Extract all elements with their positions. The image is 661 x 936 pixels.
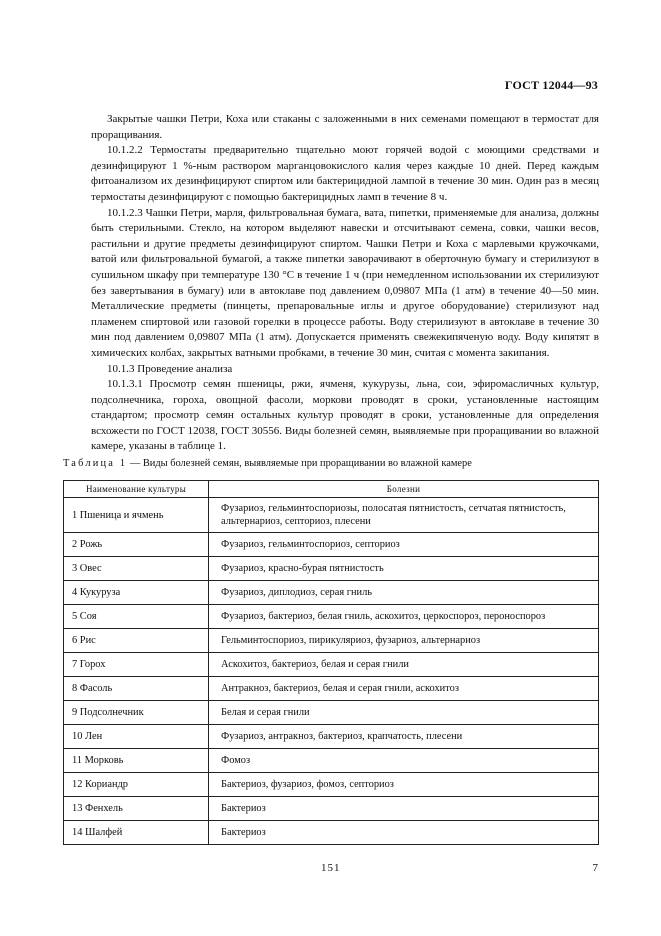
crop-name-cell: 5 Соя [64, 605, 209, 629]
body-text [91, 112, 599, 455]
table-row [64, 773, 599, 797]
column-header-diseases: Болезни [209, 481, 599, 498]
table-row [64, 821, 599, 845]
diseases-table [63, 480, 599, 845]
table-row [64, 629, 599, 653]
table-row [64, 749, 599, 773]
crop-name-cell: 4 Кукуруза [64, 581, 209, 605]
diseases-cell: Фузариоз, гельминтоспориозы, полосатая пятнистость, сетчатая пятнистость, альтернариоз, септориоз, плесени [209, 498, 599, 533]
table-row [64, 581, 599, 605]
diseases-cell: Фузариоз, бактериоз, белая гниль, аскохитоз, церкоспороз, пероноспороз [209, 605, 599, 629]
table-row [64, 653, 599, 677]
table-caption-label: Таблица 1 [63, 458, 128, 469]
table-caption-text: — Виды болезней семян, выявляемые при проращивании во влажной камере [127, 458, 472, 469]
table-row [64, 725, 599, 749]
diseases-cell: Бактериоз, фузариоз, фомоз, септориоз [209, 773, 599, 797]
diseases-cell: Бактериоз [209, 797, 599, 821]
diseases-cell: Гельминтоспориоз, пирикуляриоз, фузариоз, альтернариоз [209, 629, 599, 653]
page-number: 151 [321, 862, 341, 874]
paragraph-10-1-2-2: 10.1.2.2 Термостаты предварительно тщательно моют горячей водой с моющими средствами и дезинфицируют 1 %-ным раствором марганцовокислого калия через каждые 10 дней. Перед каждым фитоанализом их дезинфицируют спиртом или бактерицидной лампой в течение 30 мин. Один раз в месяц термостаты дезинфицируют с помощью бактерицидных ламп в течение 8 ч. [91, 144, 599, 203]
section-heading-10-1-3: 10.1.3 Проведение анализа [107, 362, 233, 375]
diseases-cell: Бактериоз [209, 821, 599, 845]
crop-name-cell: 14 Шалфей [64, 821, 209, 845]
crop-name-cell: 9 Подсолнечник [64, 701, 209, 725]
paragraph-1: Закрытые чашки Петри, Коха или стаканы с заложенными в них семенами помещают в термостат для проращивания. [91, 113, 599, 141]
column-header-crop: Наименование культуры [64, 481, 209, 498]
table-caption [63, 458, 603, 469]
crop-name-cell: 13 Фенхель [64, 797, 209, 821]
table-row [64, 605, 599, 629]
sheet-number: 7 [592, 862, 598, 874]
diseases-cell: Белая и серая гнили [209, 701, 599, 725]
crop-name-cell: 2 Рожь [64, 533, 209, 557]
diseases-cell: Фузариоз, красно-бурая пятнистость [209, 557, 599, 581]
diseases-cell: Фузариоз, антракноз, бактериоз, крапчатость, плесени [209, 725, 599, 749]
table-row [64, 533, 599, 557]
diseases-cell: Аскохитоз, бактериоз, белая и серая гнили [209, 653, 599, 677]
standard-title: ГОСТ 12044—93 [504, 78, 598, 92]
crop-name-cell: 6 Рис [64, 629, 209, 653]
table-row [64, 677, 599, 701]
diseases-cell: Фузариоз, гельминтоспориоз, септориоз [209, 533, 599, 557]
diseases-cell: Фузариоз, диплодиоз, серая гниль [209, 581, 599, 605]
table-row [64, 701, 599, 725]
crop-name-cell: 1 Пшеница и ячмень [64, 498, 209, 533]
table-row [64, 557, 599, 581]
table-row [64, 498, 599, 533]
crop-name-cell: 11 Морковь [64, 749, 209, 773]
diseases-cell: Антракноз, бактериоз, белая и серая гнили, аскохитоз [209, 677, 599, 701]
crop-name-cell: 3 Овес [64, 557, 209, 581]
paragraph-10-1-3-1: 10.1.3.1 Просмотр семян пшеницы, ржи, ячменя, кукурузы, льна, сои, эфиромасличных культур, подсолнечника, гороха, овощной фасоли, моркови проводят в сроки, установленные настоящим стандартом; просмотр семян остальных культур проводят в сроки, установленные для определения всхожести по ГОСТ 12038, ГОСТ 30556. Виды болезней семян, выявляемые при проращивании во влажной камере, указаны в таблице 1. [91, 378, 599, 453]
table-row [64, 797, 599, 821]
table-header-row [64, 481, 599, 498]
crop-name-cell: 7 Горох [64, 653, 209, 677]
paragraph-10-1-2-3: 10.1.2.3 Чашки Петри, марля, фильтровальная бумага, вата, пипетки, применяемые для анализа, должны быть стерильными. Стекло, на котором выделяют навески и отсчитывают семена, совки, чашки весов, растильни и другие предметы дезинфицируют спиртом. Чашки Петри и Коха с марлевыми кружочками, ватой или фильтровальной бумагой, а также пипетки заворачивают в оберточную бумагу и стерилизуют в сушильном шкафу при температуре 130 °С в течение 1 ч (при немедленном использовании их стерилизуют без завертывания в бумагу) или в автоклаве под давлением 0,09807 МПа (1 атм) в течение 40—50 мин. Металлические предметы (пинцеты, препаровальные иглы и другое оборудование) стерилизуют над пламенем спиртовой или газовой горелки в процессе работы. Воду стерилизуют в автоклаве в течение 30 мин под давлением 0,09807 МПа (1 атм). Допускается применять свежекипяченую воду. Воду кипятят в химических колбах, закрытых ватными пробками, в течение 30 мин, считая с момента закипания. [91, 206, 599, 359]
crop-name-cell: 12 Кориандр [64, 773, 209, 797]
crop-name-cell: 10 Лен [64, 725, 209, 749]
diseases-cell: Фомоз [209, 749, 599, 773]
crop-name-cell: 8 Фасоль [64, 677, 209, 701]
